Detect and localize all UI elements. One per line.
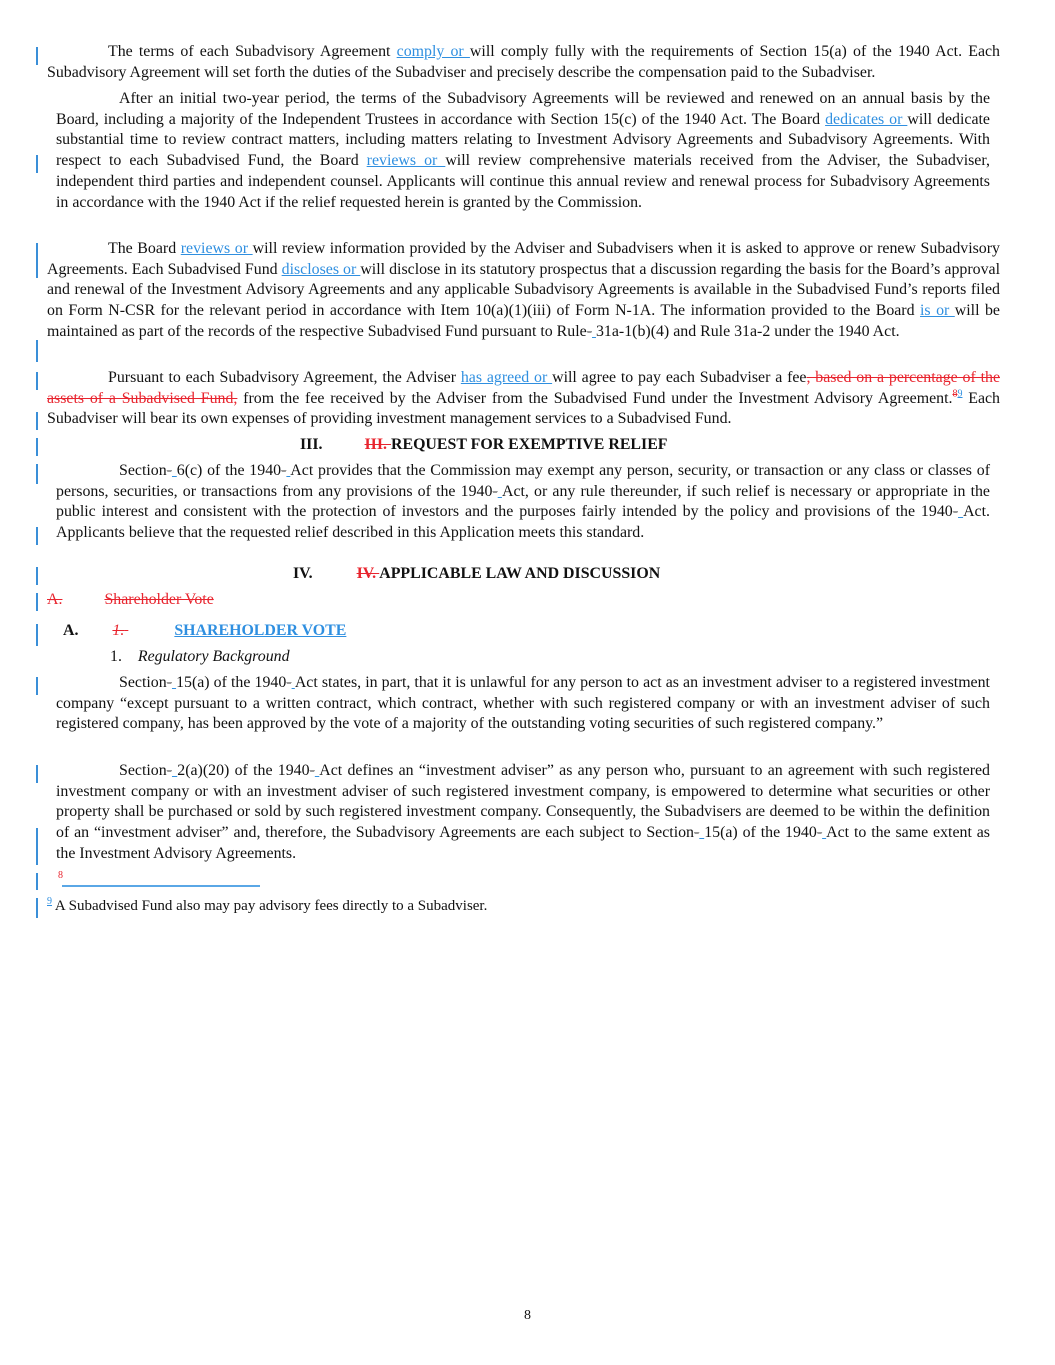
body-text: will review information provided by the Adviser and Subadvisers when it is asked to approve or renew Subadvisory Agreements. Each Subadvised Fund (47, 240, 1000, 278)
inserted-text: comply or (396, 43, 470, 60)
deleted-text: - (286, 674, 292, 691)
deleted-text: - (166, 462, 172, 479)
paragraph-fees (47, 368, 1000, 430)
deleted-footnote-marker: 8 (58, 870, 63, 881)
inserted-text: reviews or (180, 240, 253, 257)
body-text: will disclose in its statutory prospectus that a discussion regarding the basis for the Board’s approval and renewal of the Investment Advisory Agreements and any applicable Subadvisory Agreements is available in the Subadvised Fund’s reports filed on Form N-CSR for the relevant period in accordance with Item 10(a)(1)(iii) of Form N-1A. The information provided to the Board (47, 260, 1000, 320)
change-bar (36, 438, 38, 456)
section-number: III. (300, 436, 323, 453)
change-bar (36, 677, 38, 695)
footnote-text: A Subadvised Fund also may pay advisory fees directly to a Subadviser. (52, 898, 488, 914)
deleted-text: - (309, 762, 315, 779)
section-title: APPLICABLE LAW AND DISCUSSION (379, 565, 661, 582)
change-bar (36, 593, 38, 611)
paragraph-subadvisory-terms (47, 42, 1000, 83)
deleted-footnote-ref: 8 (952, 388, 958, 400)
deleted-text: - (281, 462, 287, 479)
change-bar (36, 243, 38, 278)
body-text: After an initial two-year period, the terms of the Subadvisory Agreements will be reviewed and renewed on an annual basis by the Board, including a majority of the Independent Trustees in accordance with Section 15(c) of the 1940 Act. The Board (56, 90, 990, 128)
deleted-text: - (492, 482, 498, 500)
deleted-text: - (166, 674, 172, 691)
change-bar (36, 464, 38, 484)
inserted-text: is or (920, 302, 955, 320)
deleted-text: , based on a percentage of the assets of a Subadvised Fund, (47, 369, 1000, 407)
deleted-text: - (694, 824, 700, 842)
deleted-text: - (952, 503, 959, 521)
paragraph-section-2a20 (56, 761, 990, 865)
change-bar (36, 898, 38, 918)
change-bar (36, 527, 38, 545)
body-text: 15(a) of the 1940 (176, 674, 287, 691)
change-bar (36, 412, 38, 430)
page-number: 8 (524, 1308, 531, 1323)
body-text: will review comprehensive materials received from the Adviser, the Subadviser, independent third parties and independent counsel. Applicants will continue this annual review and renewal process for Subadvisory Agreements in accordance with the 1940 Act if the relief requested herein is granted by the Commission. (56, 152, 990, 211)
paragraph-board-review (56, 89, 990, 213)
subheading-letter: A. (63, 622, 79, 639)
body-text: will comply fully with the requirements of Section 15(a) of the 1940 Act. Each Subadvisory Agreement will set forth the duties of the Subadviser and precisely describe the compensation paid to the Subadviser. (47, 43, 1000, 81)
footnote-marker: 9 (47, 896, 52, 907)
body-text: Act to the same extent as the Investment Advisory Agreements. (56, 824, 990, 862)
subheading-number: 1. (110, 648, 122, 665)
body-text: Act, or any rule thereunder, if such relief is necessary or appropriate in the public interest and consistent with the protection of investors and the purposes fairly intended by the policy and provisions of the 1940 (56, 482, 990, 521)
body-text: will agree to pay each Subadviser a fee (552, 369, 807, 386)
inserted-text: reviews or (366, 152, 446, 170)
footnote-9 (47, 896, 487, 917)
body-text: 15(a) of the 1940 (704, 824, 817, 842)
body-text: Act. Applicants believe that the requested relief described in this Application meets this standard. (56, 503, 990, 542)
section-title: REQUEST FOR EXEMPTIVE RELIEF (391, 436, 668, 453)
body-text: Act defines an “investment adviser” as any person who, pursuant to an agreement with such registered investment company or with an investment adviser of such registered investment company, is empowered to determine what securities or other property shall be purchased or sold by such registered investment company. Consequently, the Subadvisers are deemed to be within the definition of an “investment adviser” and, therefore, the Subadvisory Agreements are each subject to Section (56, 762, 990, 842)
change-bar (36, 765, 38, 783)
change-bar (36, 567, 38, 585)
inserted-text: has agreed or (460, 369, 553, 386)
body-text: 2(a)(20) of the 1940 (177, 762, 310, 779)
body-text: Act provides that the Commission may exempt any person, security, or transaction or any class or classes of persons, securities, or transactions from any provisions of the 1940 (56, 462, 990, 500)
body-text: will dedicate substantial time to review contract matters, including matters relating to Investment Advisory Agreements and Subadvisory Agreements. With respect to each Subadvised Fund, the Board (56, 110, 990, 170)
body-text: will be maintained as part of the records of the respective Subadvised Fund pursuant to Rule (47, 302, 1000, 340)
inserted-text: discloses or (281, 260, 361, 278)
subheading-title: SHAREHOLDER VOTE (174, 622, 347, 639)
body-text: 6(c) of the 1940 (176, 462, 282, 479)
deleted-letter: A. (47, 591, 63, 608)
deleted-text: - (816, 824, 823, 842)
heading-section-4 (293, 564, 660, 585)
inserted-text: dedicates or (825, 110, 908, 128)
section-number: IV. (293, 565, 313, 582)
change-bar (36, 155, 38, 173)
body-text: Section (119, 674, 167, 691)
body-text: from the fee received by the Adviser from the Subadvised Fund under the Investment Advisory Agreement. (237, 389, 953, 407)
deleted-title: Shareholder Vote (104, 591, 214, 608)
footnote-ref: 9 (957, 388, 963, 400)
deleted-subheading (47, 590, 214, 611)
change-bar (36, 828, 38, 865)
deleted-text: - (166, 762, 172, 779)
subheading-a (63, 621, 346, 642)
change-bar (36, 372, 38, 390)
subheading-title: Regulatory Background (137, 648, 290, 665)
deleted-number: 1. (112, 622, 125, 639)
change-bar (36, 873, 38, 890)
paragraph-section-6c (56, 461, 990, 544)
subheading-1 (110, 647, 290, 668)
body-text: The Board (108, 240, 181, 257)
deleted-section-number: IV. (356, 565, 380, 582)
change-bar (36, 340, 38, 362)
deleted-text: - (586, 322, 592, 340)
paragraph-section-15a (56, 673, 990, 735)
paragraph-board-information (47, 239, 1000, 343)
body-text: Section (119, 462, 167, 479)
body-text: Section (119, 762, 167, 779)
change-bar (36, 624, 38, 646)
footnote-separator (62, 885, 260, 887)
change-bar (36, 47, 38, 65)
body-text: Act states, in part, that it is unlawful for any person to act as an investment adviser to a registered investment company “except pursuant to a written contract, which contract, whether with such registered company or with an investment adviser of such registered company, has been approved by the vote of a majority of the outstanding voting securities of such registered company.” (56, 674, 990, 733)
heading-section-3 (300, 435, 668, 456)
body-text: Pursuant to each Subadvisory Agreement, the Adviser (108, 369, 461, 386)
deleted-section-number: III. (364, 436, 391, 453)
body-text: 31a-1(b)(4) and Rule 31a-2 under the 1940 Act. (595, 322, 900, 340)
body-text: Each Subadviser will bear its own expenses of providing investment management services to a Subadvised Fund. (47, 389, 1001, 428)
body-text: The terms of each Subadvisory Agreement (108, 43, 397, 60)
